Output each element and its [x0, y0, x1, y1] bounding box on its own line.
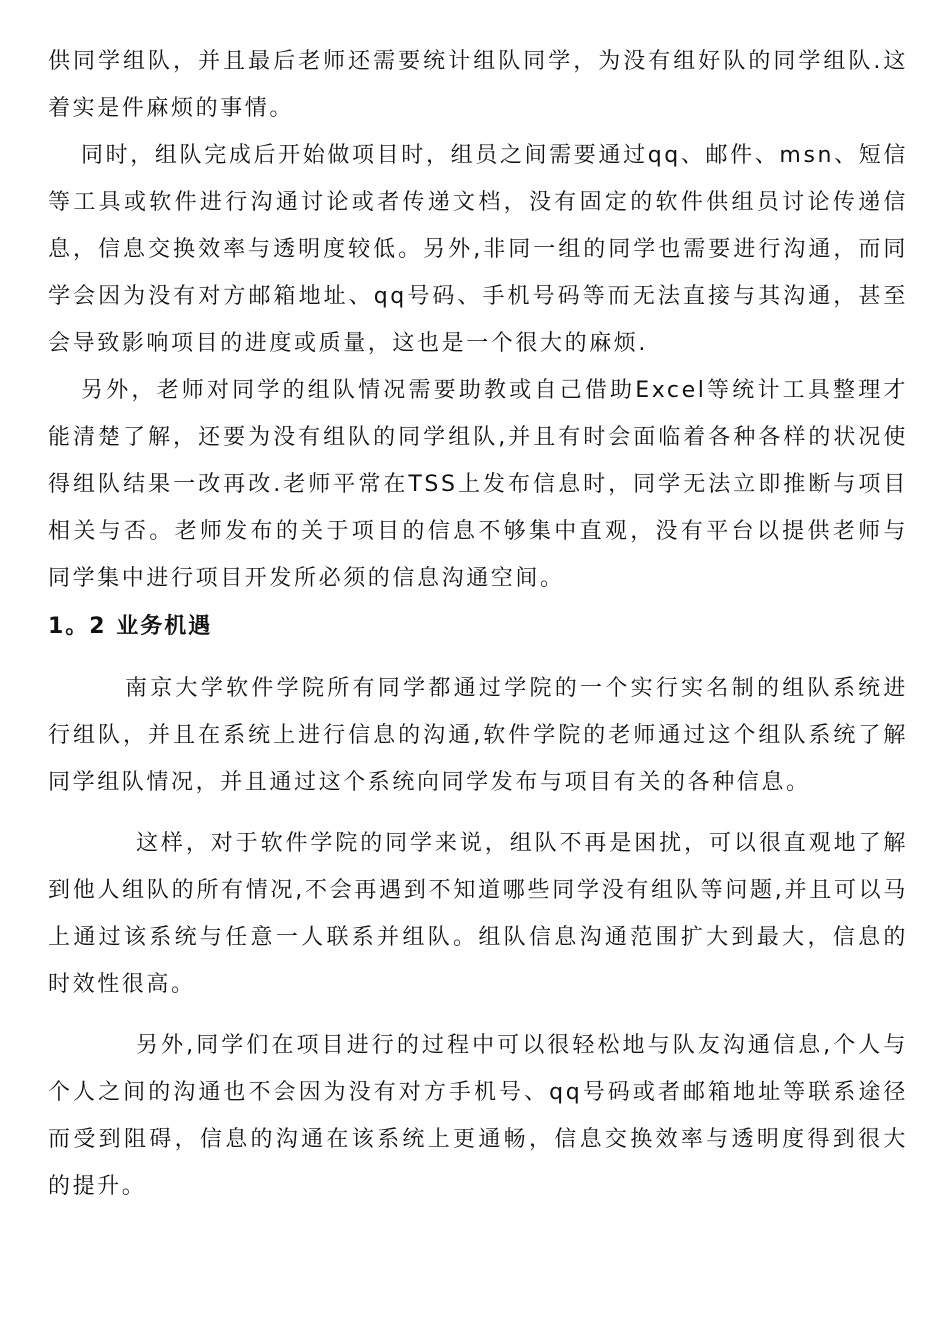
- section-heading: 1。2 业务机遇: [48, 614, 213, 639]
- paragraph-opportunity-communication: 另外,同学们在项目进行的过程中可以很轻松地与队友沟通信息,个人与个人之间的沟通也不会因为没有对方手机号、qq号码或者邮箱地址等联系途径而受到阻碍，信息的沟通在该系统上更通畅，信息交换效率与透明度得到很大的提升。: [48, 1033, 908, 1199]
- paragraph-continuation: 供同学组队，并且最后老师还需要统计组队同学，为没有组好队的同学组队.这着实是件麻烦的事情。: [48, 49, 908, 121]
- paragraph-teacher-problem: 另外，老师对同学的组队情况需要助教或自己借助Excel等统计工具整理才能清楚了解，还要为没有组队的同学组队,并且有时会面临着各种各样的状况使得组队结果一改再改.老师平常在TSS上发布信息时，同学无法立即推断与项目相关与否。老师发布的关于项目的信息不够集中直观，没有平台以提供老师与同学集中进行项目开发所必须的信息沟通空间。: [48, 378, 908, 591]
- paragraph-opportunity-benefit: 这样，对于软件学院的同学来说，组队不再是困扰，可以很直观地了解到他人组队的所有情况,不会再遇到不知道哪些同学没有组队等问题,并且可以马上通过该系统与任意一人联系并组队。组队信息沟通范围扩大到最大，信息的时效性很高。: [48, 831, 908, 997]
- document-page: [48, 38, 908, 1210]
- paragraph-opportunity-intro: 南京大学软件学院所有同学都通过学院的一个实行实名制的组队系统进行组队，并且在系统上进行信息的沟通,软件学院的老师通过这个组队系统了解同学组队情况，并且通过这个系统向同学发布与项目有关的各种信息。: [48, 676, 908, 795]
- paragraph-communication-problem: 同时，组队完成后开始做项目时，组员之间需要通过qq、邮件、msn、短信等工具或软件进行沟通讨论或者传递文档，没有固定的软件供组员讨论传递信息，信息交换效率与透明度较低。另外,非同一组的同学也需要进行沟通，而同学会因为没有对方邮箱地址、qq号码、手机号码等而无法直接与其沟通，甚至会导致影响项目的进度或质量，这也是一个很大的麻烦.: [48, 143, 908, 356]
